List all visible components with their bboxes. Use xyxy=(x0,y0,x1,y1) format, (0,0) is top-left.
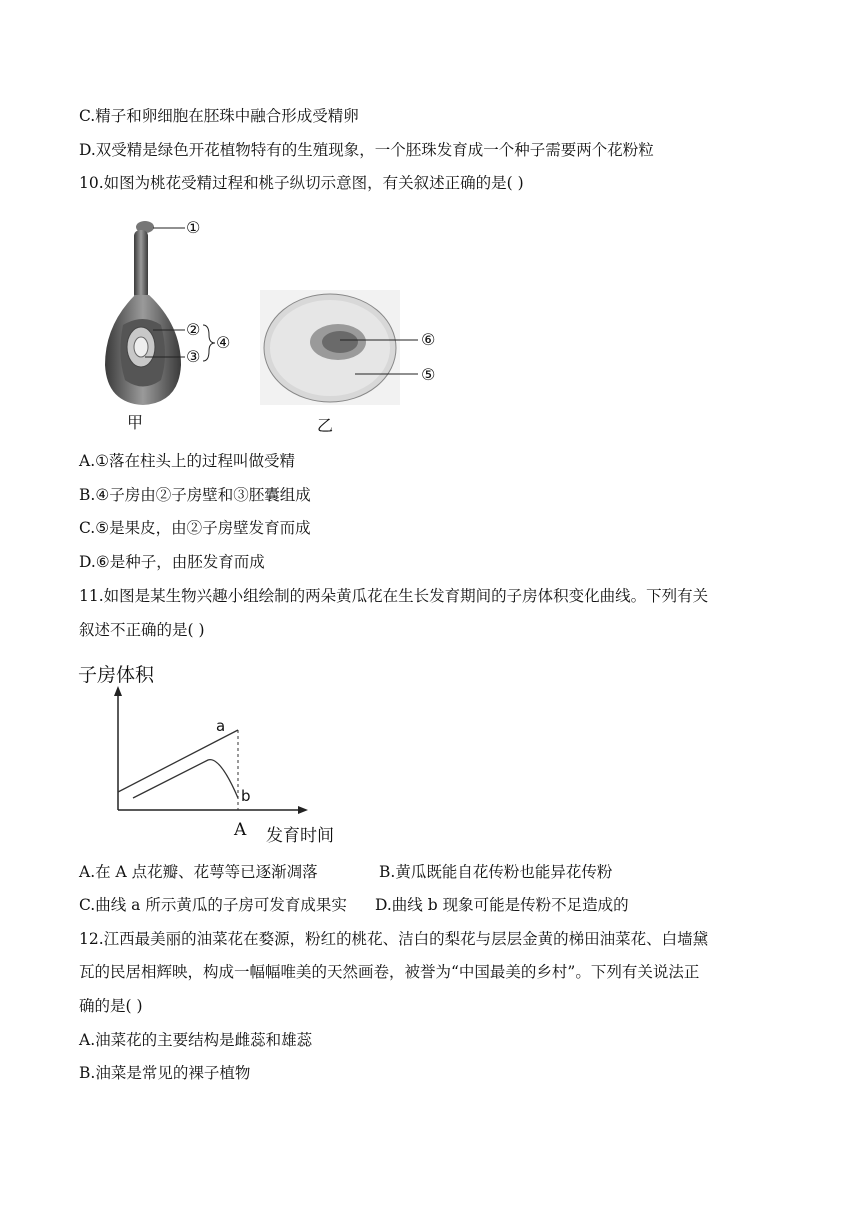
question-11-line1: 11.如图是某生物兴趣小组绘制的两朵黄瓜花在生长发育期间的子房体积变化曲线。下列有关 xyxy=(79,587,709,605)
figure-q10 xyxy=(95,215,455,435)
figure-label-yi: 乙 xyxy=(317,416,334,435)
marker-4: ④ xyxy=(216,333,231,352)
marker-1: ① xyxy=(186,218,201,237)
option-a-q11: A.在 A 点花瓣、花萼等已逐渐凋落 xyxy=(79,863,318,881)
curve-b-line xyxy=(133,760,238,798)
chart-x-label: 发育时间 xyxy=(266,826,334,846)
marker-3: ③ xyxy=(186,347,201,366)
question-12-line3: 确的是( ) xyxy=(79,997,143,1015)
marker-6: ⑥ xyxy=(421,330,436,349)
option-b-q11: B.黄瓜既能自花传粉也能异花传粉 xyxy=(379,863,613,881)
option-d-q10: D.⑥是种子，由胚发育而成 xyxy=(79,553,265,571)
figure-q11 xyxy=(78,658,378,848)
option-d-q11: D.曲线 b 现象可能是传粉不足造成的 xyxy=(375,896,629,914)
marker-2: ② xyxy=(186,320,201,339)
option-c-q10: C.⑤是果皮，由②子房壁发育而成 xyxy=(79,519,311,537)
pistil-diagram xyxy=(95,215,245,405)
question-12-line1: 12.江西最美丽的油菜花在婺源，粉红的桃花、洁白的梨花与层层金黄的梯田油菜花、白墙黛 xyxy=(79,930,709,948)
option-a-q10: A.①落在柱头上的过程叫做受精 xyxy=(79,452,296,470)
peach-leader-lines xyxy=(260,290,460,410)
curve-a-label: a xyxy=(216,717,226,735)
question-12-line2: 瓦的民居相辉映，构成一幅幅唯美的天然画卷，被誉为“中国最美的乡村”。下列有关说法正 xyxy=(79,963,700,981)
option-c-q9: C.精子和卵细胞在胚珠中融合形成受精卵 xyxy=(79,107,359,125)
chart-y-label: 子房体积 xyxy=(78,664,155,686)
option-d-q9: D.双受精是绿色开花植物特有的生殖现象，一个胚珠发育成一个种子需要两个花粉粒 xyxy=(79,141,654,159)
curve-b-label: b xyxy=(241,787,251,805)
question-11-line2: 叙述不正确的是( ) xyxy=(79,621,205,639)
point-a-label: A xyxy=(234,820,247,840)
question-10: 10.如图为桃花受精过程和桃子纵切示意图，有关叙述正确的是( ) xyxy=(79,174,524,192)
option-c-q11: C.曲线 a 所示黄瓜的子房可发育成果实 xyxy=(79,896,347,914)
curve-a-line xyxy=(118,730,238,792)
option-b-q12: B.油菜是常见的裸子植物 xyxy=(79,1064,251,1082)
option-b-q10: B.④子房由②子房壁和③胚囊组成 xyxy=(79,486,311,504)
marker-5: ⑤ xyxy=(421,365,436,384)
figure-label-jia: 甲 xyxy=(127,413,144,432)
option-a-q12: A.油菜花的主要结构是雌蕊和雄蕊 xyxy=(79,1031,313,1049)
